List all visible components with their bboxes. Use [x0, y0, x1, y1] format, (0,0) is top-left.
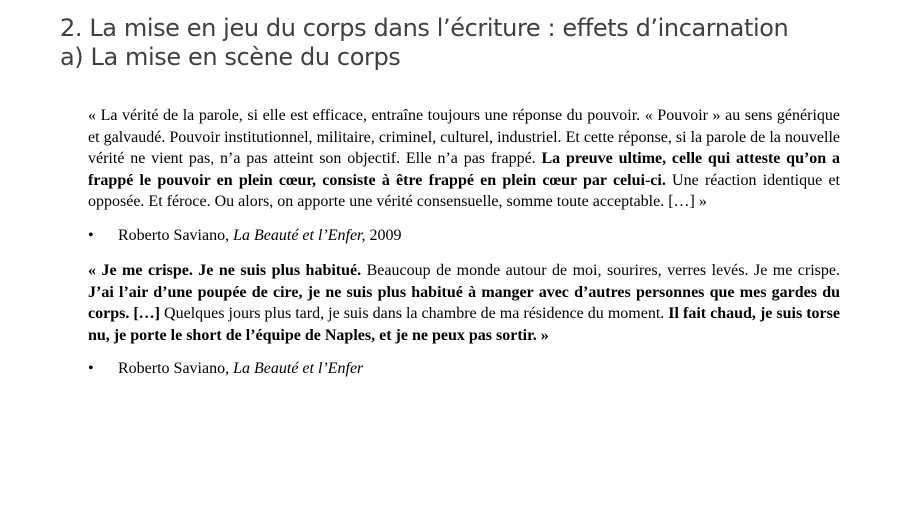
- citation-1-text: [118, 225, 402, 247]
- quote-paragraph-1: [88, 105, 840, 213]
- quote2-text-1: Beaucoup de monde autour de moi, sourires, verres levés. Je me crispe.: [361, 262, 841, 279]
- quote2-bold-3: Il fait chaud, je suis torse nu, je porte le short de l’équipe de Naples, et je ne peux pas sortir. »: [88, 305, 840, 344]
- citation-2-author: Roberto Saviano,: [118, 360, 234, 377]
- title-line-1: 2. La mise en jeu du corps dans l’écriture : effets d’incarnation: [60, 14, 789, 42]
- quote2-bold-1: « Je me crispe. Je ne suis plus habitué.: [88, 262, 362, 279]
- bullet-icon: •: [88, 226, 94, 244]
- citation-1: [88, 225, 840, 247]
- citation-1-year: 2009: [365, 226, 402, 244]
- citation-1-author: Roberto Saviano,: [118, 226, 234, 244]
- quote2-text-2: Quelques jours plus tard, je suis dans la chambre de ma résidence du moment.: [160, 305, 669, 322]
- quote1-text-end: Une réaction identique et opposée. Et féroce. Ou alors, on apporte une vérité consensuelle, somme toute acceptable. […] »: [88, 171, 841, 210]
- slide-title: [60, 14, 880, 72]
- citation-2-work: La Beauté et l’Enfer: [233, 360, 364, 377]
- citation-2: [88, 358, 840, 380]
- citation-1-work: La Beauté et l’Enfer,: [233, 226, 366, 244]
- slide-content: [88, 105, 840, 394]
- title-line-2: a) La mise en scène du corps: [60, 43, 401, 71]
- citation-2-text: [118, 358, 363, 380]
- quote1-bold-text: La preuve ultime, celle qui atteste qu’on a frappé le pouvoir en plein cœur, consiste à être frappé en plein cœur par celui-ci.: [88, 150, 841, 189]
- quote1-text: « La vérité de la parole, si elle est efficace, entraîne toujours une réponse du pouvoir. « Pouvoir » au sens générique et galvaudé. Pouvoir institutionnel, militaire, criminel, culturel, industriel. Et cette réponse, si la parole de la nouvelle vérité ne vient pas, n’a pas atteint son objectif. Elle n’a pas frappé.: [88, 107, 840, 167]
- quote2-bold-2: J’ai l’air d’une poupée de cire, je ne suis plus habitué à manger avec d’autres personnes que mes gardes du corps. […]: [88, 283, 840, 322]
- quote-paragraph-2: [88, 260, 840, 346]
- bullet-icon: •: [88, 360, 94, 377]
